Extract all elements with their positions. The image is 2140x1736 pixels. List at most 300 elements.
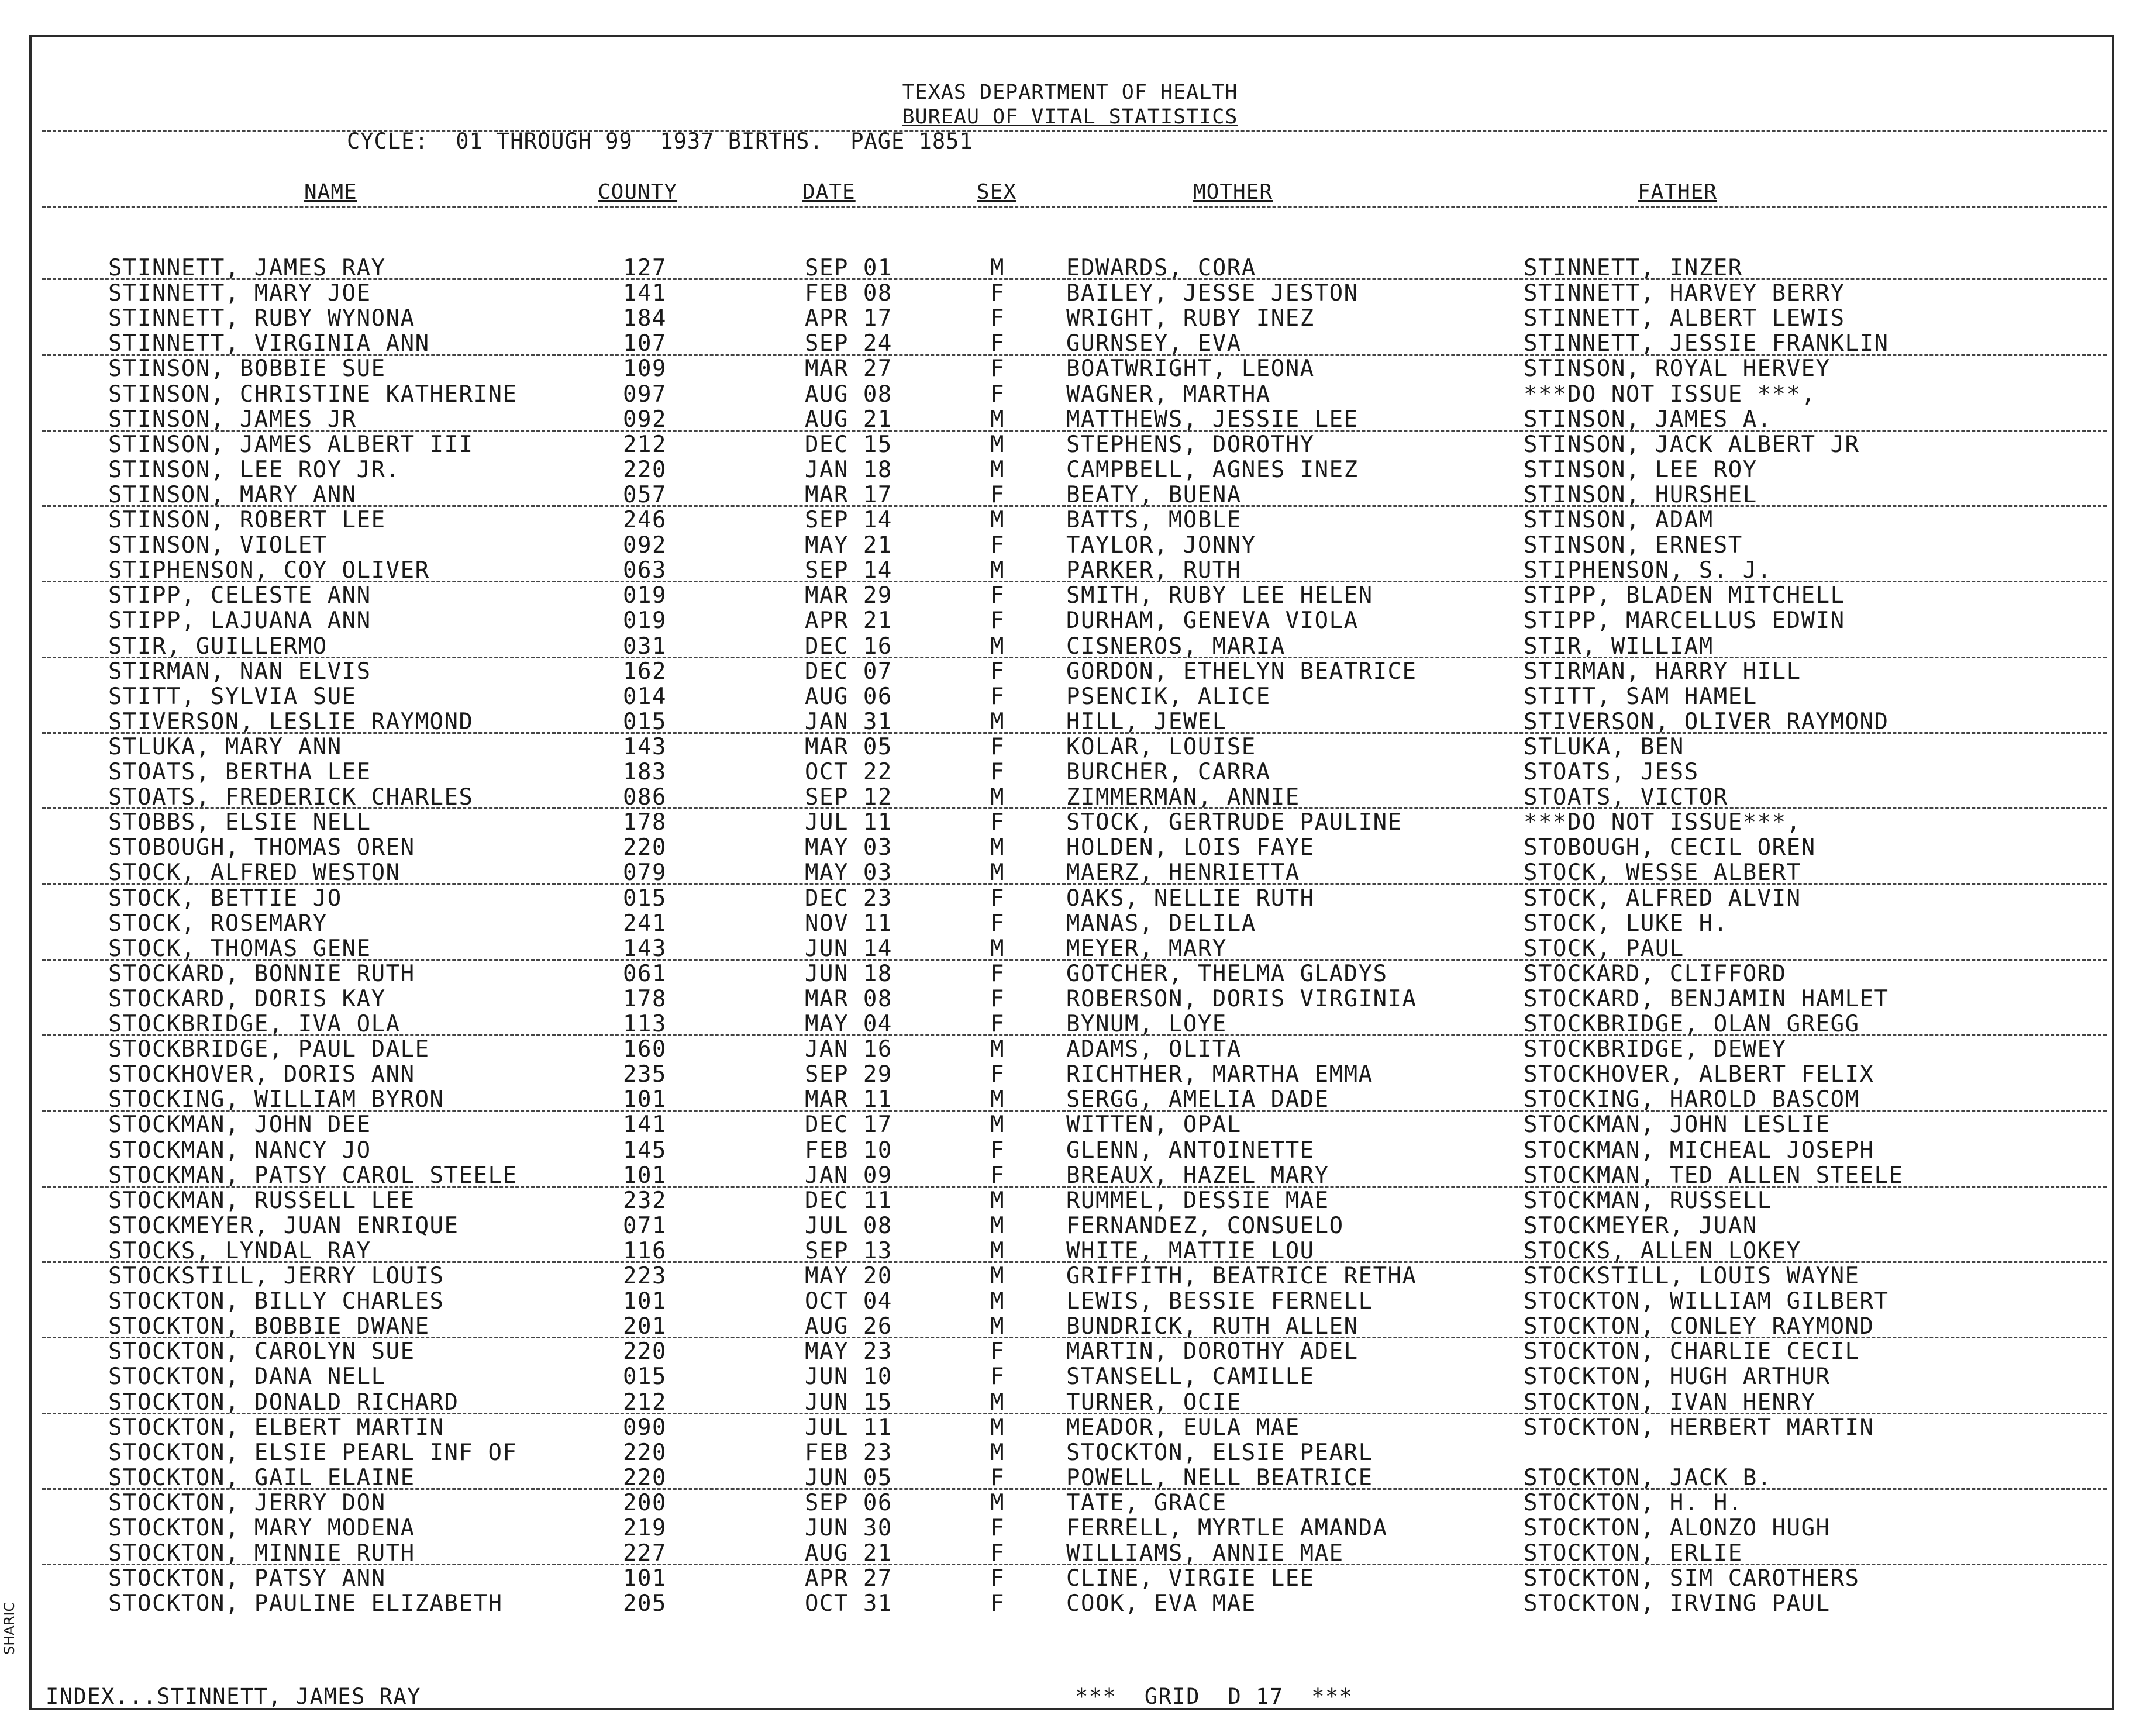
cell-mother: CAMPBELL, AGNES INEZ [1066,456,1359,483]
cell-name: STITT, SYLVIA SUE [108,683,357,710]
cell-date: DEC 16 [805,633,892,660]
cell-name: STOCKBRIDGE, PAUL DALE [108,1036,430,1063]
cell-date: FEB 23 [805,1439,892,1466]
cell-father: STOCKARD, CLIFFORD [1524,960,1787,987]
cell-county: 162 [623,658,667,685]
cell-county: 141 [623,1112,667,1138]
cell-date: DEC 23 [805,885,892,912]
cell-date: SEP 24 [805,330,892,357]
bureau-title: BUREAU OF VITAL STATISTICS [902,105,1238,129]
cell-name: STOCKTON, MINNIE RUTH [108,1540,415,1567]
cell-date: JAN 31 [805,708,892,735]
cell-mother: WILLIAMS, ANNIE MAE [1066,1540,1344,1567]
cell-date: SEP 06 [805,1489,892,1516]
cell-name: STIRMAN, NAN ELVIS [108,658,371,685]
cell-sex: F [990,1590,1005,1617]
index-footer: INDEX...STINNETT, JAMES RAY [46,1684,421,1709]
cell-father: STOCKING, HAROLD BASCOM [1524,1086,1860,1113]
cell-sex: F [990,985,1005,1012]
cell-father: STOCKHOVER, ALBERT FELIX [1524,1061,1874,1088]
cell-county: 092 [623,532,667,559]
cell-sex: M [990,1212,1005,1239]
cell-name: STIPP, CELESTE ANN [108,582,371,609]
cell-father: STOCKMEYER, JUAN [1524,1212,1758,1239]
cell-county: 101 [623,1288,667,1315]
cell-mother: ZIMMERMAN, ANNIE [1066,784,1300,811]
cell-name: STOCKTON, PAULINE ELIZABETH [108,1590,503,1617]
cell-county: 145 [623,1137,667,1164]
cell-county: 220 [623,1464,667,1491]
cell-mother: STOCK, GERTRUDE PAULINE [1066,809,1402,836]
cell-name: STOCKTON, ELSIE PEARL INF OF [108,1439,518,1466]
cell-county: 212 [623,1389,667,1416]
cell-father: STOCK, ALFRED ALVIN [1524,885,1801,912]
cell-mother: WAGNER, MARTHA [1066,381,1271,408]
cell-father: STINSON, JACK ALBERT JR [1524,431,1860,458]
cell-county: 019 [623,608,667,634]
cell-county: 097 [623,381,667,408]
cell-father: STIVERSON, OLIVER RAYMOND [1524,708,1889,735]
cell-county: 107 [623,330,667,357]
cell-father: STOATS, VICTOR [1524,784,1728,811]
cell-county: 109 [623,356,667,382]
cell-sex: F [990,280,1005,307]
cell-name: STOCKSTILL, JERRY LOUIS [108,1263,444,1289]
cell-father: STOCKSTILL, LOUIS WAYNE [1524,1263,1860,1289]
cell-county: 241 [623,910,667,937]
cell-sex: M [990,834,1005,861]
cell-sex: F [990,658,1005,685]
cell-sex: F [990,683,1005,710]
cell-father: STOCKTON, CHARLIE CECIL [1524,1338,1860,1365]
column-header-county: COUNTY [598,180,678,204]
cell-mother: MANAS, DELILA [1066,910,1256,937]
cell-name: STOCKTON, MARY MODENA [108,1515,415,1541]
cell-mother: KOLAR, LOUISE [1066,733,1256,760]
cell-date: MAY 04 [805,1011,892,1037]
cell-date: AUG 26 [805,1313,892,1340]
cell-county: 220 [623,1439,667,1466]
cell-father: STOCKMAN, JOHN LESLIE [1524,1112,1831,1138]
cell-mother: GOTCHER, THELMA GLADYS [1066,960,1388,987]
cell-mother: WITTEN, OPAL [1066,1112,1242,1138]
cell-name: STINNETT, VIRGINIA ANN [108,330,430,357]
cell-mother: RUMMEL, DESSIE MAE [1066,1187,1329,1214]
cell-mother: MATTHEWS, JESSIE LEE [1066,406,1359,433]
cell-name: STOCKMEYER, JUAN ENRIQUE [108,1212,459,1239]
cell-name: STINSON, CHRISTINE KATHERINE [108,381,518,408]
cell-sex: F [990,305,1005,332]
cell-father: STOCK, WESSE ALBERT [1524,860,1801,886]
cell-date: DEC 17 [805,1112,892,1138]
cell-sex: M [990,507,1005,533]
cell-name: STOCKMAN, RUSSELL LEE [108,1187,415,1214]
cell-mother: FERNANDEZ, CONSUELO [1066,1212,1344,1239]
cell-mother: BOATWRIGHT, LEONA [1066,356,1315,382]
cell-date: MAR 11 [805,1086,892,1113]
cell-county: 235 [623,1061,667,1088]
cell-father: STOCKMAN, MICHEAL JOSEPH [1524,1137,1874,1164]
cell-name: STIPP, LAJUANA ANN [108,608,371,634]
cell-mother: WRIGHT, RUBY INEZ [1066,305,1315,332]
cell-date: AUG 21 [805,1540,892,1567]
cell-father: STOCKTON, HERBERT MARTIN [1524,1414,1874,1441]
cell-mother: MARTIN, DOROTHY ADEL [1066,1338,1359,1365]
cell-date: MAR 17 [805,481,892,508]
cell-date: MAY 23 [805,1338,892,1365]
cell-mother: GURNSEY, EVA [1066,330,1242,357]
cell-father: STOCKMAN, TED ALLEN STEELE [1524,1162,1904,1189]
cell-mother: TAYLOR, JONNY [1066,532,1256,559]
cell-father: STITT, SAM HAMEL [1524,683,1758,710]
cell-name: STOCKTON, GAIL ELAINE [108,1464,415,1491]
cell-sex: M [990,784,1005,811]
cell-date: AUG 21 [805,406,892,433]
cell-date: MAR 05 [805,733,892,760]
cell-mother: BUNDRICK, RUTH ALLEN [1066,1313,1359,1340]
department-title: TEXAS DEPARTMENT OF HEALTH [902,81,1238,104]
cell-mother: SMITH, RUBY LEE HELEN [1066,582,1373,609]
cell-name: STOCKS, LYNDAL RAY [108,1237,371,1264]
cell-sex: M [990,456,1005,483]
cell-name: STOATS, BERTHA LEE [108,759,371,785]
cell-name: STINNETT, JAMES RAY [108,255,386,281]
cell-mother: MEADOR, EULA MAE [1066,1414,1300,1441]
cell-date: SEP 01 [805,255,892,281]
cell-mother: STANSELL, CAMILLE [1066,1364,1315,1390]
cell-mother: LEWIS, BESSIE FERNELL [1066,1288,1373,1315]
cell-name: STOCKHOVER, DORIS ANN [108,1061,415,1088]
cell-sex: M [990,935,1005,962]
cell-father: STOCKTON, IRVING PAUL [1524,1590,1831,1617]
cell-sex: M [990,1288,1005,1315]
cell-sex: F [990,960,1005,987]
cell-county: 212 [623,431,667,458]
cell-date: JUL 11 [805,809,892,836]
cell-name: STOCKTON, ELBERT MARTIN [108,1414,444,1441]
cell-name: STOATS, FREDERICK CHARLES [108,784,474,811]
cell-sex: F [990,1338,1005,1365]
cell-sex: M [990,255,1005,281]
cell-mother: POWELL, NELL BEATRICE [1066,1464,1373,1491]
cell-county: 223 [623,1263,667,1289]
cell-sex: M [990,1439,1005,1466]
cell-sex: F [990,1061,1005,1088]
cell-county: 183 [623,759,667,785]
side-label: SHARIC [1,1602,18,1655]
cell-father: STOCKTON, ERLIE [1524,1540,1743,1567]
cell-county: 090 [623,1414,667,1441]
cell-name: STINSON, VIOLET [108,532,328,559]
cell-county: 101 [623,1086,667,1113]
cell-date: SEP 29 [805,1061,892,1088]
cell-sex: M [990,1489,1005,1516]
cell-father: STOCKMAN, RUSSELL [1524,1187,1772,1214]
cell-mother: BREAUX, HAZEL MARY [1066,1162,1329,1189]
cell-father: STIPP, BLADEN MITCHELL [1524,582,1845,609]
cell-father: ***DO NOT ISSUE ***, [1524,381,1816,408]
cell-sex: F [990,1565,1005,1592]
cell-county: 160 [623,1036,667,1063]
cell-father: STOCKTON, JACK B. [1524,1464,1772,1491]
cell-name: STOCKARD, DORIS KAY [108,985,386,1012]
cell-mother: COOK, EVA MAE [1066,1590,1256,1617]
cell-name: STOCKTON, JERRY DON [108,1489,386,1516]
column-header-rule [42,206,2107,208]
cell-sex: F [990,381,1005,408]
cell-mother: BAILEY, JESSE JESTON [1066,280,1359,307]
cell-sex: M [990,1187,1005,1214]
cell-father: STINNETT, JESSIE FRANKLIN [1524,330,1889,357]
cell-mother: CLINE, VIRGIE LEE [1066,1565,1315,1592]
cell-name: STOCKMAN, NANCY JO [108,1137,371,1164]
cell-county: 178 [623,809,667,836]
cell-name: STOCKTON, BILLY CHARLES [108,1288,444,1315]
cell-sex: M [990,1086,1005,1113]
cell-father: STINNETT, INZER [1524,255,1743,281]
cell-county: 200 [623,1489,667,1516]
cell-mother: HOLDEN, LOIS FAYE [1066,834,1315,861]
cell-name: STIR, GUILLERMO [108,633,328,660]
cell-county: 232 [623,1187,667,1214]
cell-date: APR 17 [805,305,892,332]
cell-county: 071 [623,1212,667,1239]
cell-sex: M [990,557,1005,584]
cell-date: SEP 13 [805,1237,892,1264]
cell-name: STINSON, ROBERT LEE [108,507,386,533]
cell-father: STOCKBRIDGE, DEWEY [1524,1036,1787,1063]
cell-father: STINSON, JAMES A. [1524,406,1772,433]
cell-county: 019 [623,582,667,609]
cell-father: STOCKTON, SIM CAROTHERS [1524,1565,1860,1592]
cell-sex: F [990,481,1005,508]
cell-date: JUL 11 [805,1414,892,1441]
cell-date: FEB 08 [805,280,892,307]
cell-county: 227 [623,1540,667,1567]
cell-county: 031 [623,633,667,660]
cell-date: JUL 08 [805,1212,892,1239]
cell-name: STOCKMAN, JOHN DEE [108,1112,371,1138]
cell-date: MAR 08 [805,985,892,1012]
cell-father: ***DO NOT ISSUE***, [1524,809,1801,836]
cell-mother: RICHTHER, MARTHA EMMA [1066,1061,1373,1088]
cell-mother: ROBERSON, DORIS VIRGINIA [1066,985,1417,1012]
cell-mother: MAERZ, HENRIETTA [1066,860,1300,886]
cell-county: 201 [623,1313,667,1340]
cell-sex: F [990,356,1005,382]
cell-father: STOCKTON, IVAN HENRY [1524,1389,1816,1416]
cell-mother: ADAMS, OLITA [1066,1036,1242,1063]
cell-name: STINSON, BOBBIE SUE [108,356,386,382]
cell-date: JUN 30 [805,1515,892,1541]
cell-county: 113 [623,1011,667,1037]
cell-date: MAY 21 [805,532,892,559]
cell-sex: F [990,1515,1005,1541]
cell-father: STLUKA, BEN [1524,733,1684,760]
cell-county: 220 [623,1338,667,1365]
cell-county: 205 [623,1590,667,1617]
cell-sex: F [990,809,1005,836]
cell-sex: M [990,406,1005,433]
cell-sex: F [990,885,1005,912]
column-header-name: NAME [304,180,357,204]
cell-county: 063 [623,557,667,584]
cell-mother: HILL, JEWEL [1066,708,1227,735]
cell-mother: GLENN, ANTOINETTE [1066,1137,1315,1164]
cell-father: STOCKBRIDGE, OLAN GREGG [1524,1011,1860,1037]
cell-name: STINSON, JAMES JR [108,406,357,433]
cell-name: STOCKBRIDGE, IVA OLA [108,1011,401,1037]
cell-sex: F [990,1464,1005,1491]
cell-date: SEP 12 [805,784,892,811]
cell-mother: TURNER, OCIE [1066,1389,1242,1416]
cell-date: JAN 09 [805,1162,892,1189]
cell-name: STOCK, THOMAS GENE [108,935,371,962]
cell-date: JUN 05 [805,1464,892,1491]
cell-name: STINSON, MARY ANN [108,481,357,508]
cell-mother: GORDON, ETHELYN BEATRICE [1066,658,1417,685]
cell-mother: BEATY, BUENA [1066,481,1242,508]
cell-mother: BURCHER, CARRA [1066,759,1271,785]
cell-father: STIR, WILLIAM [1524,633,1714,660]
cell-sex: F [990,608,1005,634]
cell-father: STOCKTON, CONLEY RAYMOND [1524,1313,1874,1340]
cell-father: STINSON, HURSHEL [1524,481,1758,508]
cell-name: STINNETT, MARY JOE [108,280,371,307]
cell-sex: M [990,708,1005,735]
cell-mother: TATE, GRACE [1066,1489,1227,1516]
cell-name: STOCKTON, DANA NELL [108,1364,386,1390]
cycle-line: CYCLE: 01 THROUGH 99 1937 BIRTHS. PAGE 1851 [347,129,973,154]
cell-date: SEP 14 [805,557,892,584]
column-header-date: DATE [802,180,856,204]
cell-date: OCT 04 [805,1288,892,1315]
cell-sex: M [990,1263,1005,1289]
cell-date: MAR 27 [805,356,892,382]
cell-name: STOCKING, WILLIAM BYRON [108,1086,444,1113]
cell-mother: CISNEROS, MARIA [1066,633,1286,660]
cell-mother: FERRELL, MYRTLE AMANDA [1066,1515,1388,1541]
cell-father: STOCK, LUKE H. [1524,910,1728,937]
cell-father: STINNETT, ALBERT LEWIS [1524,305,1845,332]
cell-date: JAN 16 [805,1036,892,1063]
cell-date: OCT 22 [805,759,892,785]
cell-sex: F [990,910,1005,937]
cell-date: JUN 10 [805,1364,892,1390]
cell-county: 184 [623,305,667,332]
cell-date: OCT 31 [805,1590,892,1617]
cell-mother: MEYER, MARY [1066,935,1227,962]
cell-date: SEP 14 [805,507,892,533]
cell-county: 015 [623,708,667,735]
cell-sex: F [990,1540,1005,1567]
cell-date: MAY 03 [805,860,892,886]
cell-county: 219 [623,1515,667,1541]
column-header-father: FATHER [1638,180,1718,204]
cell-name: STOCKMAN, PATSY CAROL STEELE [108,1162,518,1189]
cell-name: STOCKTON, DONALD RICHARD [108,1389,459,1416]
cell-county: 101 [623,1565,667,1592]
cell-sex: F [990,582,1005,609]
cell-county: 220 [623,834,667,861]
cell-date: AUG 08 [805,381,892,408]
cell-father: STOCKARD, BENJAMIN HAMLET [1524,985,1889,1012]
cell-name: STOCKARD, BONNIE RUTH [108,960,415,987]
cell-county: 116 [623,1237,667,1264]
cell-name: STIPHENSON, COY OLIVER [108,557,430,584]
cell-date: APR 27 [805,1565,892,1592]
cell-sex: F [990,1137,1005,1164]
cell-date: AUG 06 [805,683,892,710]
cell-father: STINSON, ERNEST [1524,532,1743,559]
cell-sex: M [990,1389,1005,1416]
cell-sex: M [990,1036,1005,1063]
cell-county: 143 [623,733,667,760]
cell-name: STOCK, ROSEMARY [108,910,328,937]
cell-county: 086 [623,784,667,811]
cell-date: MAY 20 [805,1263,892,1289]
cell-sex: M [990,1237,1005,1264]
cell-date: JUN 14 [805,935,892,962]
column-header-mother: MOTHER [1193,180,1273,204]
cell-sex: F [990,733,1005,760]
cell-father: STINSON, LEE ROY [1524,456,1758,483]
grid-footer: *** GRID D 17 *** [1075,1684,1353,1709]
cell-date: DEC 11 [805,1187,892,1214]
cell-father: STOCKTON, WILLIAM GILBERT [1524,1288,1889,1315]
cell-sex: F [990,1011,1005,1037]
cell-county: 092 [623,406,667,433]
cell-sex: F [990,1162,1005,1189]
cell-sex: M [990,1414,1005,1441]
cell-name: STOCK, ALFRED WESTON [108,860,401,886]
cell-sex: M [990,1313,1005,1340]
cell-date: MAY 03 [805,834,892,861]
cell-date: MAR 29 [805,582,892,609]
cell-county: 141 [623,280,667,307]
cell-name: STOBBS, ELSIE NELL [108,809,371,836]
group-rule [42,883,2107,885]
cell-father: STIRMAN, HARRY HILL [1524,658,1801,685]
cell-county: 127 [623,255,667,281]
cell-mother: WHITE, MATTIE LOU [1066,1237,1315,1264]
cell-father: STOATS, JESS [1524,759,1699,785]
cell-father: STINSON, ROYAL HERVEY [1524,356,1831,382]
cell-father: STOCK, PAUL [1524,935,1684,962]
cell-date: JUN 15 [805,1389,892,1416]
cell-county: 220 [623,456,667,483]
cell-county: 057 [623,481,667,508]
cell-sex: M [990,860,1005,886]
cell-sex: F [990,1364,1005,1390]
cell-date: DEC 15 [805,431,892,458]
column-header-sex: SEX [977,180,1017,204]
cell-mother: GRIFFITH, BEATRICE RETHA [1066,1263,1417,1289]
cell-name: STINSON, LEE ROY JR. [108,456,401,483]
cell-mother: DURHAM, GENEVA VIOLA [1066,608,1359,634]
cell-name: STOCK, BETTIE JO [108,885,342,912]
cell-county: 143 [623,935,667,962]
cell-mother: PSENCIK, ALICE [1066,683,1271,710]
cell-sex: M [990,431,1005,458]
cell-date: DEC 07 [805,658,892,685]
cell-name: STLUKA, MARY ANN [108,733,342,760]
cell-county: 178 [623,985,667,1012]
cell-county: 014 [623,683,667,710]
cell-father: STOCKS, ALLEN LOKEY [1524,1237,1801,1264]
cell-father: STINNETT, HARVEY BERRY [1524,280,1845,307]
cell-mother: PARKER, RUTH [1066,557,1242,584]
